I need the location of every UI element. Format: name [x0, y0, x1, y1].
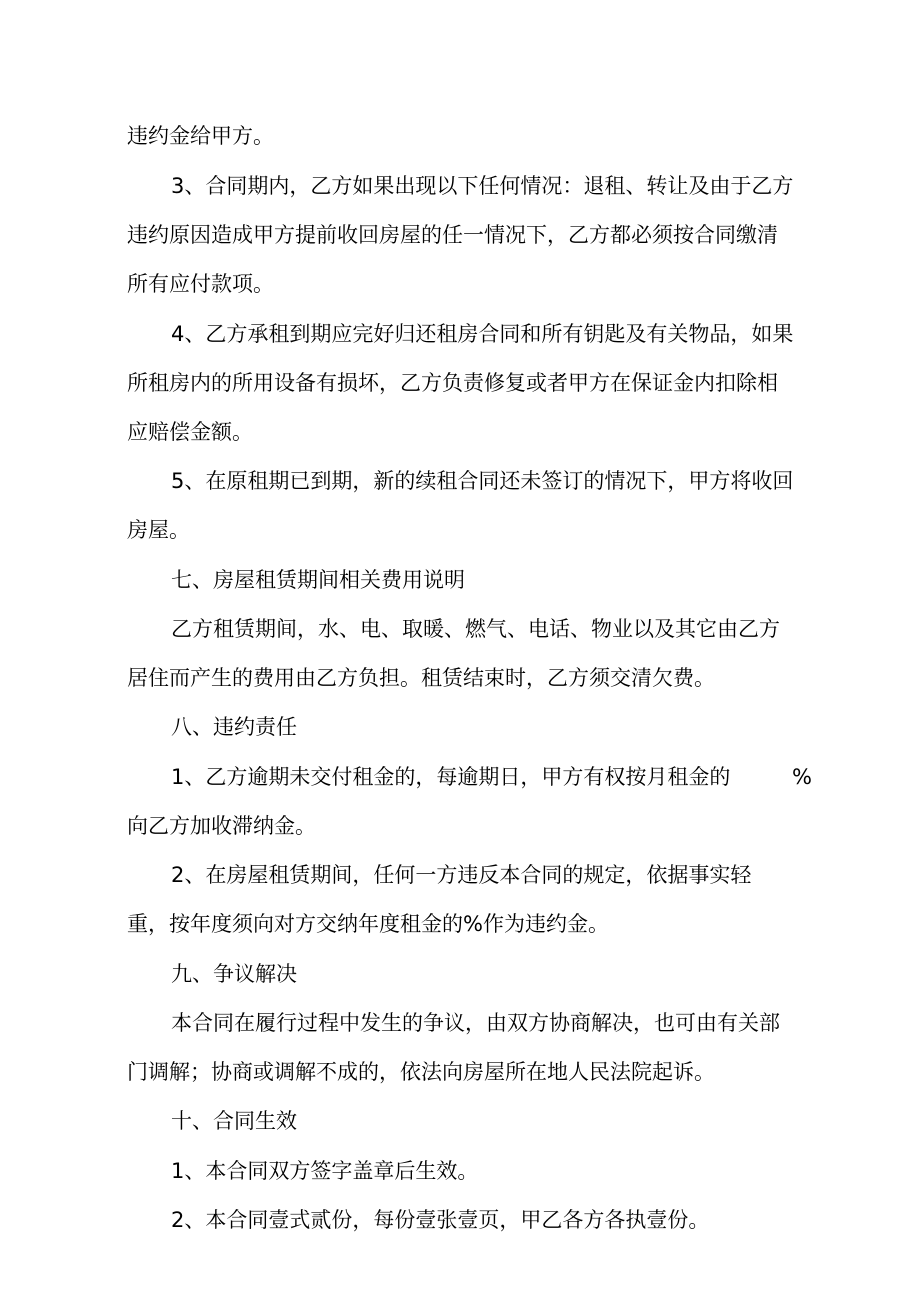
text-line-1: 违约金给甲方。 — [127, 124, 274, 148]
text-line-4: 所有应付款项。 — [127, 272, 274, 296]
text-line-7: 应赔偿金额。 — [127, 420, 253, 444]
text-line-12: 居住而产生的费用由乙方负担。租赁结束时，乙方须交清欠费。 — [127, 666, 715, 690]
text-line-6: 所租房内的所用设备有损坏，乙方负责修复或者甲方在保证金内扣除相 — [127, 371, 778, 395]
section-heading-10: 十、合同生效 — [171, 1109, 297, 1133]
text-line-21: 门调解；协商或调解不成的，依法向房屋所在地人民法院起诉。 — [127, 1060, 715, 1084]
text-line-5: 4、乙方承租到期应完好归还租房合同和所有钥匙及有关物品，如果 — [171, 322, 794, 346]
text-line-11: 乙方租赁期间，水、电、取暖、燃气、电话、物业以及其它由乙方 — [171, 617, 780, 641]
text-line-3: 违约原因造成甲方提前收回房屋的任一情况下，乙方都必须按合同缴清 — [127, 223, 778, 247]
text-line-14: 1、乙方逾期未交付租金的，每逾期日，甲方有权按月租金的 — [171, 765, 731, 789]
penalty-line — [171, 763, 812, 791]
section-heading-9: 九、争议解决 — [171, 962, 297, 986]
text-line-9: 房屋。 — [127, 518, 190, 542]
section-heading-7: 七、房屋租赁期间相关费用说明 — [171, 568, 465, 592]
text-line-2: 3、合同期内，乙方如果出现以下任何情况：退租、转让及由于乙方 — [171, 174, 794, 198]
text-line-17: 2、在房屋租赁期间，任何一方违反本合同的规定，依据事实轻 — [171, 863, 752, 887]
text-line-24: 2、本合同壹式贰份，每份壹张壹页，甲乙各方各执壹份。 — [171, 1208, 710, 1232]
text-line-23: 1、本合同双方签字盖章后生效。 — [171, 1159, 479, 1183]
percent-sign: % — [792, 765, 812, 789]
text-line-8: 5、在原租期已到期，新的续租合同还未签订的情况下，甲方将收回 — [171, 469, 794, 493]
section-heading-8: 八、违约责任 — [171, 715, 297, 739]
text-line-20: 本合同在履行过程中发生的争议，由双方协商解决，也可由有关部 — [171, 1011, 780, 1035]
text-line-16: 向乙方加收滞纳金。 — [127, 814, 316, 838]
text-line-18: 重，按年度须向对方交纳年度租金的%作为违约金。 — [127, 912, 609, 936]
